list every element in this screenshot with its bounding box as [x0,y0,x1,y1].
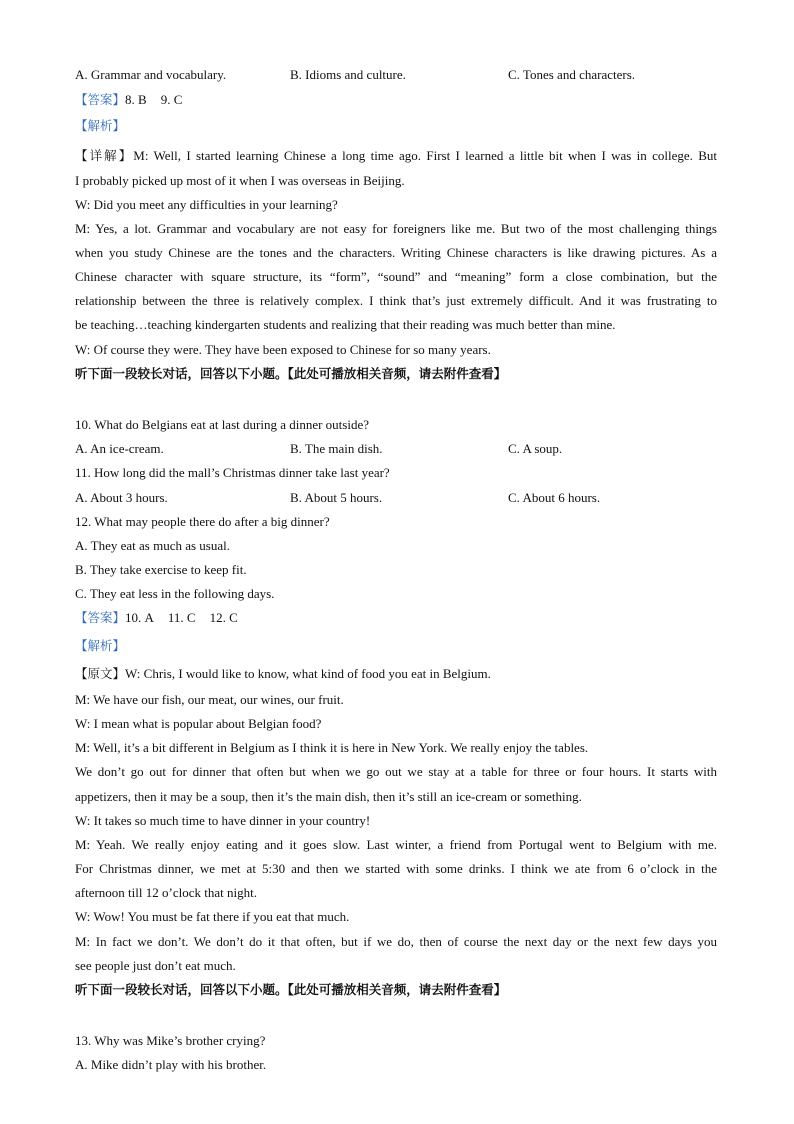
option-a: A. Grammar and vocabulary. [75,67,227,82]
transcript-line: M: We have our fish, our meat, our wines, our fruit. [75,692,344,707]
question-11: 11. How long did the mall’s Christmas dinner take last year? [75,465,390,480]
analysis-tag: 【解析】 [75,638,126,653]
transcript-line: relationship between the three is relatively complex. I think that’s just extremely difficult. And it was frustrating to [75,293,717,308]
answer-value: 9. C [160,92,183,107]
transcript-line: M: In fact we don’t. We don’t do it that often, but if we do, then of course the next day or the next few days you [75,934,717,949]
answer-value: 12. C [209,610,238,625]
listening-instruction: 听下面一段较长对话，回答以下小题。【此处可播放相关音频，请去附件查看】 [75,366,507,381]
answer-tag: 【答案】 [75,92,126,107]
option-c: C. They eat less in the following days. [75,586,275,601]
transcript-line: W: Of course they were. They have been exposed to Chinese for so many years. [75,342,491,357]
transcript-line: M: Well, it’s a bit different in Belgium as I think it is here in New York. We really enjoy the tables. [75,740,589,755]
option-a: A. An ice-cream. [75,441,164,456]
option-c: C. Tones and characters. [508,67,635,82]
transcript-line: Chinese character with square structure, its “form”, “sound” and “meaning” form a close combination, but the [75,269,717,284]
option-b: B. About 5 hours. [290,490,383,505]
transcript-text: W: Chris, I would like to know, what kind of food you eat in Belgium. [125,666,491,681]
answer-tag: 【答案】 [75,610,126,625]
analysis-tag: 【解析】 [75,118,126,133]
listening-instruction: 听下面一段较长对话，回答以下小题。【此处可播放相关音频，请去附件查看】 [75,982,507,997]
option-a: A. About 3 hours. [75,490,168,505]
transcript-line: W: I mean what is popular about Belgian food? [75,716,322,731]
answer-value: 10. A [125,610,154,625]
detail-tag: 【详解】 [75,148,134,163]
option-b: B. The main dish. [290,441,383,456]
transcript-line: M: Yes, a lot. Grammar and vocabulary are not easy for foreigners like me. But two of the most challenging things [75,221,717,236]
answer-value: 8. B [125,92,147,107]
original-tag: 【原文】 [75,666,126,681]
transcript-line: W: It takes so much time to have dinner in your country! [75,813,371,828]
transcript-line: W: Wow! You must be fat there if you eat that much. [75,909,350,924]
answer-line [75,92,182,108]
transcript-line: I probably picked up most of it when I was overseas in Beijing. [75,173,405,188]
transcript-line: be teaching…teaching kindergarten students and realizing that their reading was much better than mine. [75,317,616,332]
question-13: 13. Why was Mike’s brother crying? [75,1033,266,1048]
transcript-line: M: Yeah. We really enjoy eating and it goes slow. Last winter, a friend from Portugal went to Belgium with me. [75,837,717,852]
option-b: B. They take exercise to keep fit. [75,562,247,577]
option-a: A. Mike didn’t play with his brother. [75,1057,267,1072]
transcript-line: afternoon till 12 o’clock that night. [75,885,257,900]
transcript-line: We don’t go out for dinner that often but when we go out we stay at a table for three or four hours. It starts with [75,764,717,779]
transcript-line [75,666,491,682]
transcript-line [75,148,717,164]
option-a: A. They eat as much as usual. [75,538,230,553]
option-b: B. Idioms and culture. [290,67,406,82]
transcript-line: appetizers, then it may be a soup, then it’s the main dish, then it’s still an ice-cream or something. [75,789,582,804]
transcript-line: For Christmas dinner, we met at 5:30 and then we started with some drinks. I think we ate from 6 o’clock in the [75,861,717,876]
question-12: 12. What may people there do after a big dinner? [75,514,330,529]
question-10: 10. What do Belgians eat at last during a dinner outside? [75,417,369,432]
option-c: C. About 6 hours. [508,490,601,505]
transcript-line: W: Did you meet any difficulties in your learning? [75,197,338,212]
transcript-text: M: Well, I started learning Chinese a long time ago. First I learned a little bit when I was in college. But [133,148,717,163]
option-c: C. A soup. [508,441,563,456]
transcript-line: see people just don’t eat much. [75,958,236,973]
answer-line [75,610,238,626]
answer-value: 11. C [167,610,196,625]
transcript-line: when you study Chinese are the tones and the characters. Writing Chinese characters is like drawing pictures. As a [75,245,717,260]
